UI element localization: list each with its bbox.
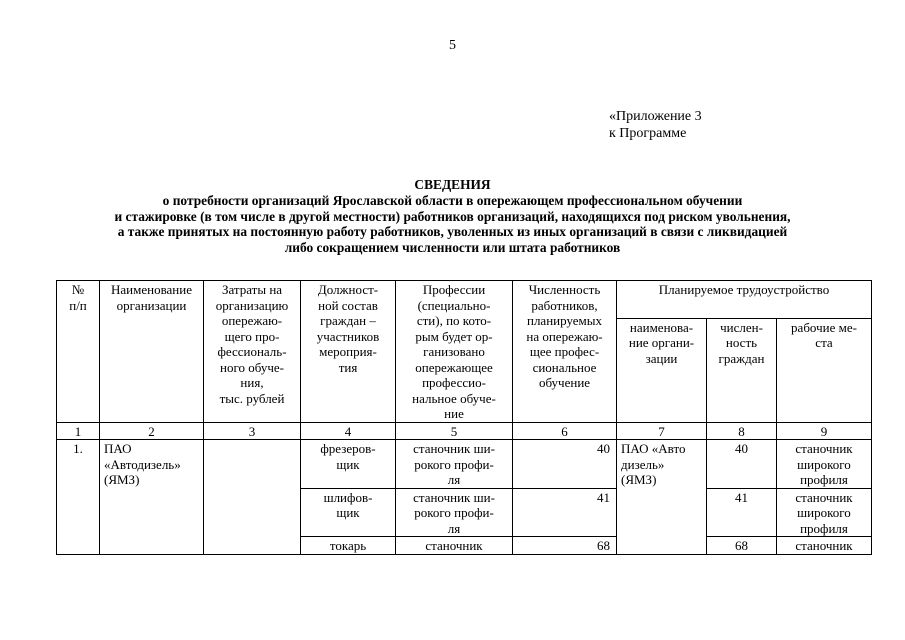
cell-text: станочник — [795, 538, 853, 553]
column-number: 6 — [513, 422, 617, 440]
header-text: Должност- — [317, 282, 379, 297]
header-text: граждан — [718, 350, 765, 366]
cell-text: ля — [447, 520, 461, 536]
header-text: нальное обуче- — [412, 390, 496, 406]
appendix-line: к Программе — [609, 126, 687, 141]
cell-text: рокого профи- — [414, 505, 494, 520]
header-cell-costs — [204, 281, 301, 423]
header-text: щее профес- — [529, 344, 600, 359]
header-text: Затраты на — [221, 282, 283, 297]
position-cell — [301, 488, 396, 537]
count-cell: 40 — [513, 440, 617, 489]
cell-text: фрезеров- — [320, 441, 376, 456]
header-text: п/п — [69, 297, 87, 313]
column-number: 7 — [617, 422, 707, 440]
document-heading — [0, 177, 905, 256]
header-text: тия — [338, 359, 358, 375]
column-number: 2 — [100, 422, 204, 440]
header-cell-planned: Планируемое трудоустройство — [617, 281, 872, 319]
count-cell: 68 — [513, 537, 617, 555]
header-text: тыс. рублей — [219, 390, 285, 406]
workplace-cell — [777, 440, 872, 489]
header-text: числен- — [720, 319, 763, 335]
header-cell-workplaces — [777, 318, 872, 422]
header-text: ния, — [240, 375, 264, 390]
heading-line: а также принятых на постоянную работу работников, уволенных из иных организаций в связи с ликвидацией — [117, 224, 788, 240]
planned-count-cell: 41 — [707, 488, 777, 537]
header-text: на опережаю- — [526, 328, 603, 344]
header-cell-profession — [396, 281, 513, 423]
page-number: 5 — [449, 38, 456, 53]
cell-text: ля — [447, 472, 461, 487]
header-text: ного обуче- — [220, 359, 284, 375]
cell-text: широкого — [797, 456, 851, 472]
cell-text: «Автодизель» — [104, 456, 181, 472]
column-number: 1 — [57, 422, 100, 440]
cell-text: ПАО — [104, 441, 132, 456]
header-text: обучение — [538, 375, 591, 390]
heading-line: либо сокращением численности или штата работников — [284, 240, 621, 256]
workplace-cell — [777, 537, 872, 555]
header-row — [57, 281, 872, 319]
org-name — [100, 440, 204, 555]
needs-table — [56, 280, 872, 555]
cell-text: щик — [336, 505, 360, 520]
column-number: 4 — [301, 422, 396, 440]
cell-text: шлифов- — [323, 489, 373, 505]
planned-count-cell: 68 — [707, 537, 777, 555]
header-cell-planned-count — [707, 318, 777, 422]
cell-text: широкого — [797, 505, 851, 520]
header-cell-num — [57, 281, 100, 423]
header-text: рабочие ме- — [791, 319, 857, 335]
appendix-note — [609, 108, 702, 142]
header-text: граждан – — [320, 313, 376, 328]
heading-line: о потребности организаций Ярославской области в опережающем профессиональном обучении — [162, 192, 743, 208]
header-text: организации — [116, 297, 187, 313]
header-text: сиональное — [532, 359, 597, 375]
header-cell-count — [513, 281, 617, 423]
header-text: планируемых — [526, 313, 603, 328]
heading-line: и стажировке (в том числе в другой местности) работников организаций, находящихся под риском увольнения, — [114, 208, 791, 224]
header-text: ние органи- — [628, 335, 695, 351]
profession-cell — [396, 488, 513, 537]
cell-text: профиля — [800, 472, 848, 487]
profession-cell — [396, 537, 513, 555]
header-cell-position — [301, 281, 396, 423]
header-text: рым будет ор- — [415, 328, 493, 344]
workplace-cell — [777, 488, 872, 537]
costs-cell — [204, 440, 301, 555]
header-text: ганизовано — [423, 344, 485, 359]
header-text: опережающее — [415, 359, 493, 375]
header-text: (специально- — [417, 297, 491, 313]
header-text: мероприя- — [319, 344, 377, 359]
cell-text: станочник — [425, 538, 483, 553]
header-text: профессио- — [422, 375, 486, 390]
header-text: работников, — [531, 297, 598, 313]
header-text: ной состав — [318, 297, 378, 313]
header-text: организацию — [215, 297, 289, 313]
cell-text: щик — [336, 456, 360, 472]
cell-text: дизель» — [621, 456, 665, 472]
profession-cell — [396, 440, 513, 489]
header-text: участников — [316, 328, 380, 344]
position-cell — [301, 537, 396, 555]
cell-text: токарь — [329, 538, 367, 553]
header-text: фессиональ- — [217, 344, 287, 359]
count-cell: 41 — [513, 488, 617, 537]
position-cell — [301, 440, 396, 489]
cell-text: (ЯМЗ) — [621, 472, 657, 487]
header-cell-org — [100, 281, 204, 423]
column-number: 8 — [707, 422, 777, 440]
column-number: 5 — [396, 422, 513, 440]
header-text: Численность — [528, 282, 601, 297]
header-text: Наименование — [111, 282, 192, 297]
planned-count-cell: 40 — [707, 440, 777, 489]
heading-title: СВЕДЕНИЯ — [414, 177, 491, 192]
header-text: ность — [725, 335, 758, 351]
header-text: ста — [815, 335, 833, 351]
cell-text: ПАО «Авто — [621, 441, 686, 456]
header-text: наименова- — [629, 319, 694, 335]
cell-text: (ЯМЗ) — [104, 472, 140, 487]
header-cell-employer — [617, 318, 707, 422]
column-number: 9 — [777, 422, 872, 440]
header-text: ние — [444, 406, 464, 421]
header-text: № — [71, 282, 85, 297]
header-text: опережаю- — [221, 313, 283, 328]
column-number: 3 — [204, 422, 301, 440]
header-text: зации — [645, 350, 678, 366]
cell-text: станочник — [795, 441, 853, 456]
cell-text: рокого профи- — [414, 456, 494, 472]
appendix-line: «Приложение 3 — [609, 109, 702, 124]
employer-cell — [617, 440, 707, 555]
header-text: сти), по кото- — [416, 313, 492, 328]
cell-text: станочник ши- — [413, 441, 495, 456]
header-text: щего про- — [224, 328, 280, 344]
table-row — [57, 440, 872, 489]
cell-text: станочник — [795, 489, 853, 505]
cell-text: станочник ши- — [413, 489, 495, 505]
cell-text: профиля — [800, 520, 848, 536]
header-text: Профессии — [422, 282, 486, 297]
row-number: 1. — [57, 440, 100, 555]
column-numbers-row — [57, 422, 872, 440]
